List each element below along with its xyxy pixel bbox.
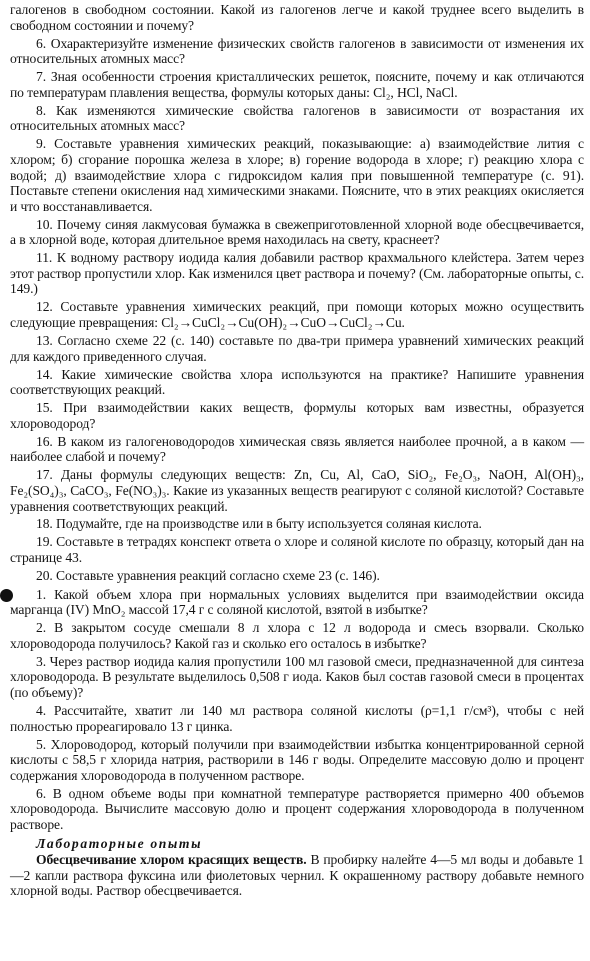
textbook-page: [10, 2, 584, 899]
question-item: 20. Составьте уравнения реакций согласно схеме 23 (с. 146).: [36, 568, 380, 584]
task-marker-icon: [0, 589, 13, 602]
question-item: 6. Охарактеризуйте изменение физических свойств галогенов в зависимости от изменения их относительных атомных масс?: [10, 35, 584, 67]
task-item: 6. В одном объеме воды при комнатной температуре растворяется примерно 400 объемов хлороводорода. Вычислите массовую долю и процент содержания хлороводорода в полученном растворе.: [10, 785, 584, 832]
question-item: 9. Составьте уравнения химических реакций, показывающие: а) взаимодействие лития с хлором; б) сгорание порошка железа в хлоре; в) горение водорода в хлоре; г) реакцию хлора с водой; д) взаимодействие хлора с гидроксидом калия при повышенной температуре (с. 91). Поставьте степени окисления над химическими знаками. Поясните, что в этих реакциях окисляется и что восстанавливается.: [10, 136, 584, 214]
lab-experiment-text: В пробирку налейте 4—5 мл воды и добавьте 1—2 капли раствора фуксина или фиолетовых чернил. К окрашенному раствору добавьте немного хлорной воды. Раствор обесцвечивается.: [10, 852, 585, 899]
section-title: Лабораторные опыты: [36, 835, 203, 851]
task-item: 3. Через раствор иодида калия пропустили 100 мл газовой смеси, предназначенной для синтеза хлороводорода. В результате выделилось 0,508 г иода. Каков был состав газовой смеси в процентах (по объему)?: [10, 653, 584, 700]
task-item: 2. В закрытом сосуде смешали 8 л хлора с 12 л водорода и смесь взорвали. Сколько хлороводорода получилось? Какой газ и сколько его осталось в избытке?: [10, 620, 584, 651]
question-item: 14. Какие химические свойства хлора используются на практике? Напишите уравнения соответствующих реакций.: [10, 366, 584, 398]
tasks-list: [10, 587, 584, 833]
question-item: 8. Как изменяются химические свойства галогенов в зависимости от возрастания их относительных атомных масс?: [10, 102, 584, 134]
question-item: 16. В каком из галогеноводородов химическая связь является наиболее прочной, а в каком — наиболее слабой и почему?: [10, 433, 584, 465]
question-item: 18. Подумайте, где на производстве или в быту используется соляная кислота.: [36, 516, 482, 532]
question-item: галогенов в свободном состоянии. Какой из галогенов легче и какой труднее всего выделить в свободном состоянии и почему?: [10, 2, 584, 33]
lab-experiment-title: Обесцвечивание хлором красящих веществ.: [36, 852, 307, 868]
question-item: 7. Зная особенности строения кристаллических решеток, поясните, почему и как отличаются по температурам плавления вещества, формулы которых даны: Cl₂, HCl, NaCl.: [10, 69, 584, 100]
question-item: 17. Даны формулы следующих веществ: Zn, Cu, Al, CaO, SiO₂, Fe₂O₃, NaOH, Al(OH)₃, Fe₂(SO₄)₃, CaCO₃, Fe(NO₃)₃. Какие из указанных веществ реагируют с соляной кислотой? Составьте уравнения соответствующих реакций.: [10, 467, 584, 514]
task-item: 5. Хлороводород, который получили при взаимодействии избытка концентрированной серной кислоты с 58,5 г хлорида натрия, растворили в 146 г воды. Определите массовую долю и процент содержания хлороводорода в полученном растворе.: [10, 736, 584, 783]
question-item: 11. К водному раствору иодида калия добавили раствор крахмального клейстера. Затем через этот раствор пропустили хлор. Как изменился цвет раствора и почему? (См. лабораторные опыты, с. 149.): [10, 250, 584, 297]
question-item: 13. Согласно схеме 22 (с. 140) составьте по два-три примера уравнений химических реакций для каждого приведенного случая.: [10, 333, 584, 364]
question-item: 10. Почему синяя лакмусовая бумажка в свежеприготовленной хлорной воде обесцвечивается, а в хлорной воде, которая длительное время находилась на свету, краснеет?: [10, 216, 584, 248]
lab-experiment: [10, 852, 584, 899]
question-item: 15. При взаимодействии каких веществ, формулы которых вам известны, образуется хлороводород?: [10, 400, 584, 431]
question-item: 19. Составьте в тетрадях конспект ответа о хлоре и соляной кислоте по образцу, который дан на странице 43.: [10, 534, 584, 566]
question-item: 12. Составьте уравнения химических реакций, при помощи которых можно осуществить следующие превращения: Cl₂→CuCl₂→Cu(OH)₂→CuO→CuCl₂→Cu.: [10, 299, 584, 331]
task-item: 1. Какой объем хлора при нормальных условиях выделится при взаимодействии оксида марганца (IV) MnO₂ массой 17,4 г с соляной кислотой, взятой в избытке?: [10, 586, 584, 618]
task-item: 4. Рассчитайте, хватит ли 140 мл раствора соляной кислоты (ρ=1,1 г/см³), чтобы с ней полностью прореагировало 13 г цинка.: [10, 702, 584, 734]
questions-list: [10, 2, 584, 584]
